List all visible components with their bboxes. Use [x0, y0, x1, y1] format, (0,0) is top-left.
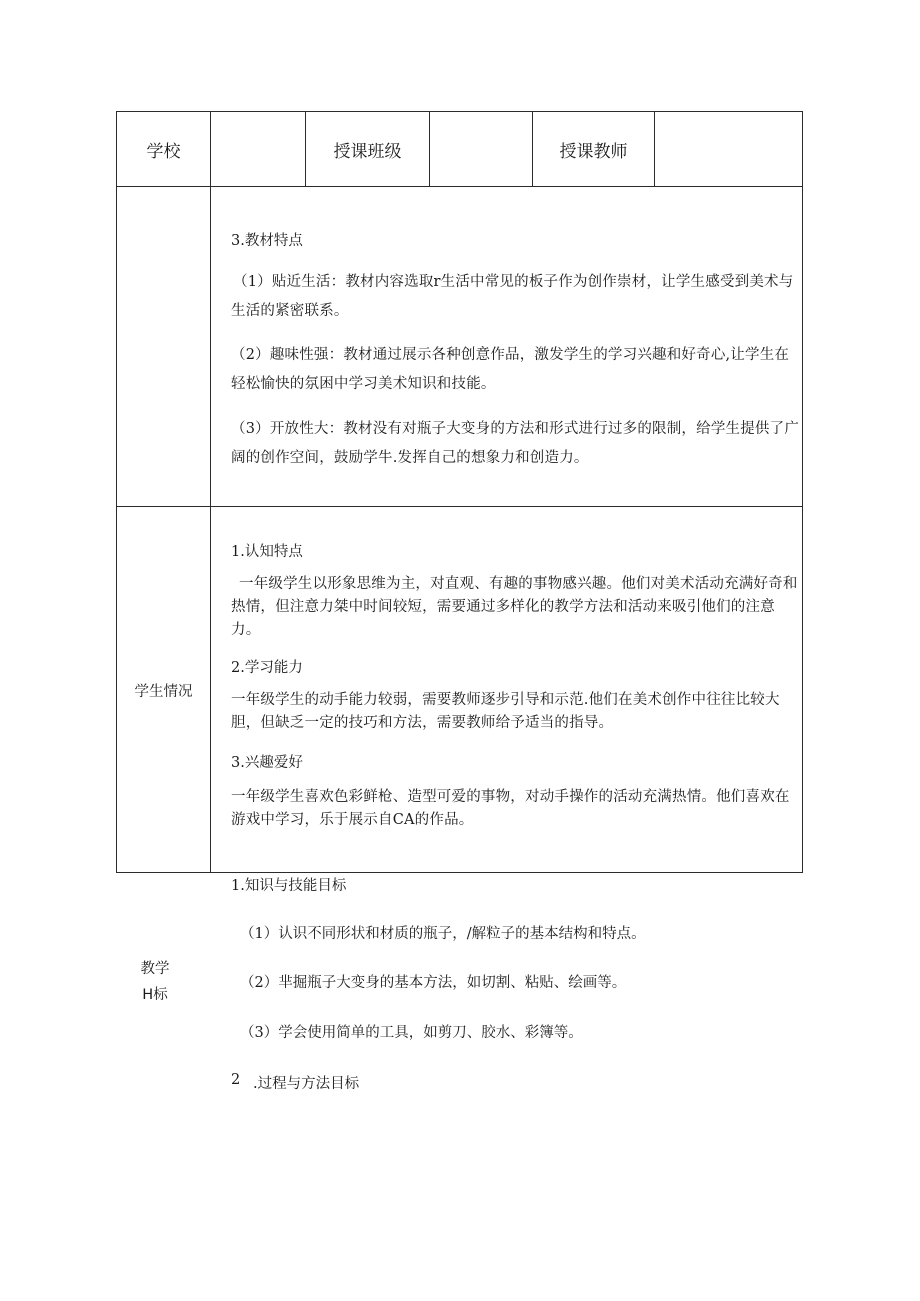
- interest-heading: 3.兴趣爱好: [231, 755, 303, 771]
- learning-ability-text: 一年级学生的动手能力较弱，需要教师逐步引导和示范.他们在美术创作中往往比较大胆，但缺乏一定的技巧和方法，需要教师给予适当的指导。: [231, 692, 780, 731]
- textbook-heading: 3.教材特点: [231, 233, 303, 249]
- process-goals-heading: .过程与方法目标: [253, 1076, 360, 1092]
- goals-label-line1: 教学: [140, 961, 170, 977]
- textbook-item-3: （3）开放性大：教材没有对瓶子大变身的方法和形式进行过多的限制，给学生提供了广阔的创作空间，鼓励学牛.发挥自己的想象力和创造力。: [231, 421, 800, 466]
- class-value: [430, 112, 532, 186]
- goals-label-line2: H标: [142, 987, 168, 1003]
- interest-text: 一年级学生喜欢色彩鲜枪、造型可爱的事物，对动手操作的活动充满热情。他们喜欢在游戏中学习，乐于展示自CA的作品。: [231, 789, 790, 828]
- textbook-item-2: （2）趣味性强：教材通过展示各种创意作品，激发学生的学习兴趣和好奇心,让学生在轻松愉快的氛困中学习美术知识和技能。: [231, 347, 790, 392]
- class-label: 授课班级: [333, 141, 402, 162]
- cognitive-text: 一年级学生以形象思维为主，对直观、有趣的事物感兴趣。他们对美术活动充满好奇和热情，但注意力桀中时间较短，需要通过多样化的教学方法和活动来吸引他们的注意力。: [231, 576, 798, 638]
- learning-ability-heading: 2.学习能力: [231, 660, 303, 676]
- teacher-value: [655, 112, 802, 186]
- school-label: 学校: [146, 141, 181, 162]
- goal-item-3: （3）学会使用简单的工具，如剪刀、胶水、彩簿等。: [240, 1025, 583, 1041]
- table-border-left: [116, 111, 117, 873]
- teacher-label: 授课教师: [559, 141, 628, 162]
- table-divider-header: [116, 186, 803, 187]
- process-goals-number: 2: [231, 1072, 241, 1088]
- goal-item-2: （2）芈掘瓶子大变身的基本方法，如切割、粘贴、绘画等。: [240, 975, 627, 991]
- table-divider-textbook: [116, 506, 803, 507]
- table-border-right: [802, 111, 803, 873]
- table-border-bottom: [116, 872, 803, 873]
- cognitive-heading: 1.认知特点: [231, 544, 303, 560]
- goal-item-1: （1）认识不同形状和材质的瓶子，/解粒子的基本结构和特点。: [240, 926, 646, 942]
- textbook-item-1: （1）贴近生活：教材内容选取r生活中常见的板子作为创作崇材，让学生感受到美术与生活的紧密联系。: [231, 274, 794, 319]
- school-value: [211, 112, 305, 186]
- student-section-label: 学生情况: [134, 684, 193, 700]
- knowledge-goals-heading: 1.知识与技能目标: [231, 878, 347, 894]
- table-column-divider: [210, 111, 211, 873]
